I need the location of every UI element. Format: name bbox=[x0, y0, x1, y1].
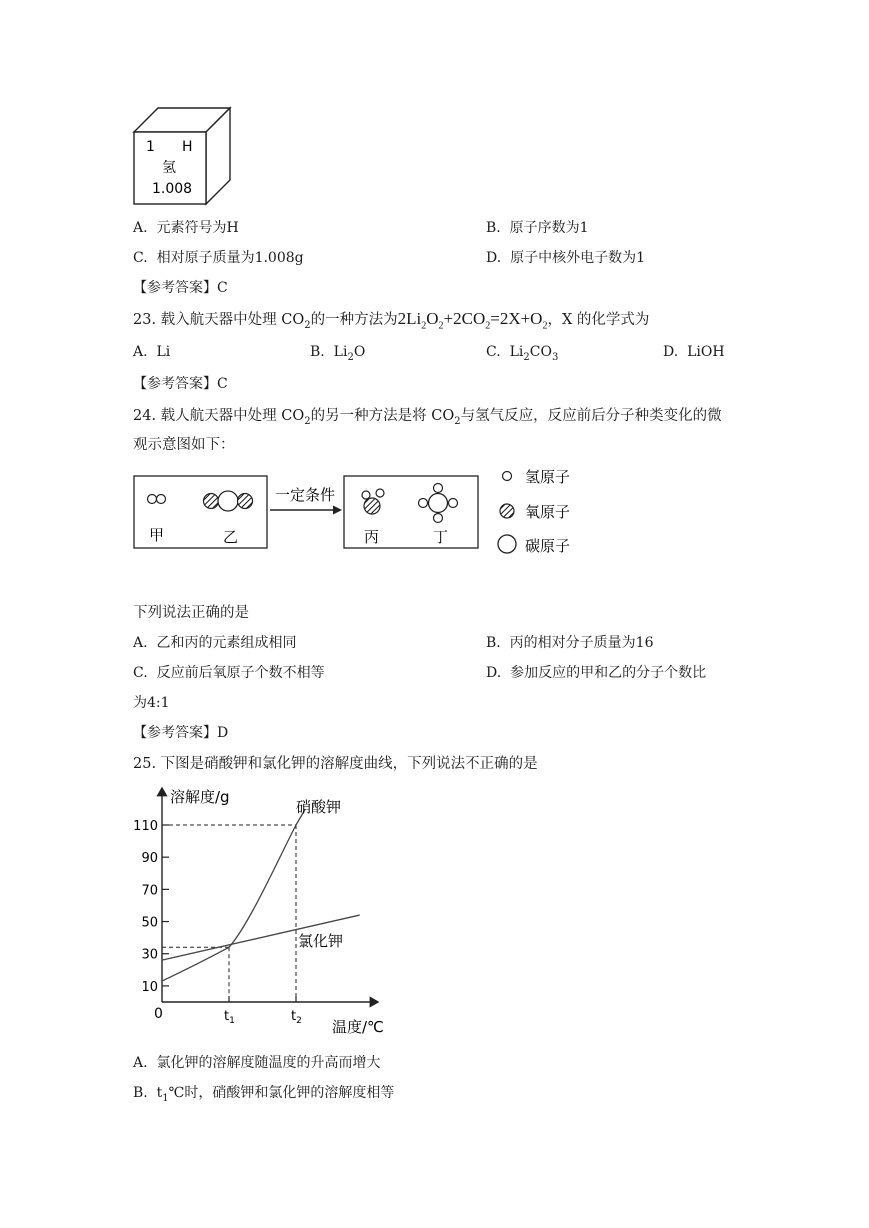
oxygen-atom-icon bbox=[204, 494, 219, 509]
y-axis-label: 溶解度/g bbox=[170, 788, 230, 806]
solubility-chart bbox=[130, 780, 400, 1040]
q24-option-a: A. 乙和丙的元素组成相同 bbox=[133, 635, 297, 651]
x-tick-label: $t_1$ bbox=[224, 1009, 235, 1026]
q24-option-c: C. 反应前后氧原子个数不相等 bbox=[133, 665, 325, 681]
q24-option-d-cont: 为4:1 bbox=[133, 695, 170, 711]
carbon-atom-icon bbox=[429, 494, 448, 513]
hydrogen-atom-icon bbox=[157, 495, 166, 504]
q22-answer: 【参考答案】C bbox=[133, 280, 228, 296]
x-tick-label: $t_2$ bbox=[291, 1009, 302, 1026]
hydrogen-atom-icon bbox=[362, 491, 370, 499]
q23-equation: $2Li_2O_2+2CO_2=2X+O_2$ bbox=[397, 309, 548, 332]
element-name: 氢 bbox=[162, 160, 176, 176]
q24-option-b: B. 丙的相对分子质量为16 bbox=[486, 635, 654, 651]
q23-option-d: D. LiOH bbox=[663, 344, 725, 360]
element-symbol: H bbox=[182, 139, 193, 155]
label-yi: 乙 bbox=[223, 528, 239, 546]
q24-stem-line2: 观示意图如下： bbox=[133, 437, 235, 453]
y-tick-label: 30 bbox=[141, 947, 158, 963]
q24-option-d: D. 参加反应的甲和乙的分子个数比 bbox=[486, 665, 707, 681]
origin-label: 0 bbox=[154, 1006, 163, 1022]
q23-option-b: B. $Li_2O$ bbox=[310, 344, 366, 363]
hydrogen-atom-icon bbox=[449, 499, 458, 508]
y-tick-label: 110 bbox=[133, 819, 158, 834]
element-card bbox=[130, 104, 234, 206]
carbon-atom-icon bbox=[218, 491, 238, 511]
label-jia: 甲 bbox=[149, 526, 165, 544]
series-label-kcl: 氯化钾 bbox=[298, 932, 344, 950]
y-tick-label: 90 bbox=[141, 851, 158, 867]
q25-option-b: B. $t_1℃$时，硝酸钾和氯化钾的溶解度相等 bbox=[133, 1085, 395, 1104]
q22-option-d: D. 原子中核外电子数为1 bbox=[486, 250, 646, 266]
q24-stem-line1: 24. 载人航天器中处理 $CO_2$的另一种方法是将 $CO_2$与氢气反应，反应前后分子种类变化的微 bbox=[133, 408, 722, 427]
legend-carbon-icon bbox=[498, 535, 516, 553]
hydrogen-atom-icon bbox=[148, 495, 157, 504]
hydrogen-atom-icon bbox=[419, 499, 428, 508]
element-mass: 1.008 bbox=[152, 181, 193, 197]
legend-carbon-label: 碳原子 bbox=[525, 537, 571, 555]
q23-option-a: A. Li bbox=[133, 344, 171, 360]
label-ding: 丁 bbox=[433, 528, 449, 546]
legend-hydrogen-label: 氢原子 bbox=[525, 468, 571, 486]
q25-option-a: A. 氯化钾的溶解度随温度的升高而增大 bbox=[133, 1055, 381, 1071]
label-bing: 丙 bbox=[364, 528, 380, 546]
q24-answer: 【参考答案】D bbox=[133, 725, 229, 741]
q22-option-a: A. 元素符号为H bbox=[133, 220, 239, 236]
y-tick-label: 50 bbox=[141, 915, 158, 931]
q22-option-c: C. 相对原子质量为1.008g bbox=[133, 250, 304, 266]
q24-question: 下列说法正确的是 bbox=[133, 605, 249, 621]
oxygen-atom-icon bbox=[364, 498, 380, 514]
y-tick-label: 70 bbox=[141, 883, 158, 899]
element-number: 1 bbox=[146, 139, 155, 155]
reaction-condition: 一定条件 bbox=[275, 486, 336, 504]
x-axis-label: 温度/℃ bbox=[332, 1018, 384, 1036]
legend-hydrogen-icon bbox=[503, 472, 512, 481]
q25-stem: 25. 下图是硝酸钾和氯化钾的溶解度曲线，下列说法不正确的是 bbox=[133, 756, 538, 772]
oxygen-atom-icon bbox=[238, 494, 253, 509]
q23-stem: 23. 载入航天器中处理 $CO_2$的一种方法为$2Li_2O_2+2CO_2=2X+O_2$，X 的化学式为 bbox=[133, 309, 650, 332]
hydrogen-atom-icon bbox=[434, 484, 443, 493]
q23-option-c: C. $Li_2CO_3$ bbox=[486, 344, 559, 363]
series-label-kno3: 硝酸钾 bbox=[296, 798, 342, 816]
legend-oxygen-label: 氧原子 bbox=[525, 503, 571, 521]
reaction-diagram bbox=[130, 460, 590, 560]
q23-answer: 【参考答案】C bbox=[133, 376, 228, 392]
q22-option-b: B. 原子序数为1 bbox=[486, 220, 589, 236]
hydrogen-atom-icon bbox=[376, 489, 384, 497]
hydrogen-atom-icon bbox=[434, 514, 443, 523]
legend-oxygen-icon bbox=[500, 504, 514, 518]
y-tick-label: 10 bbox=[141, 979, 158, 995]
